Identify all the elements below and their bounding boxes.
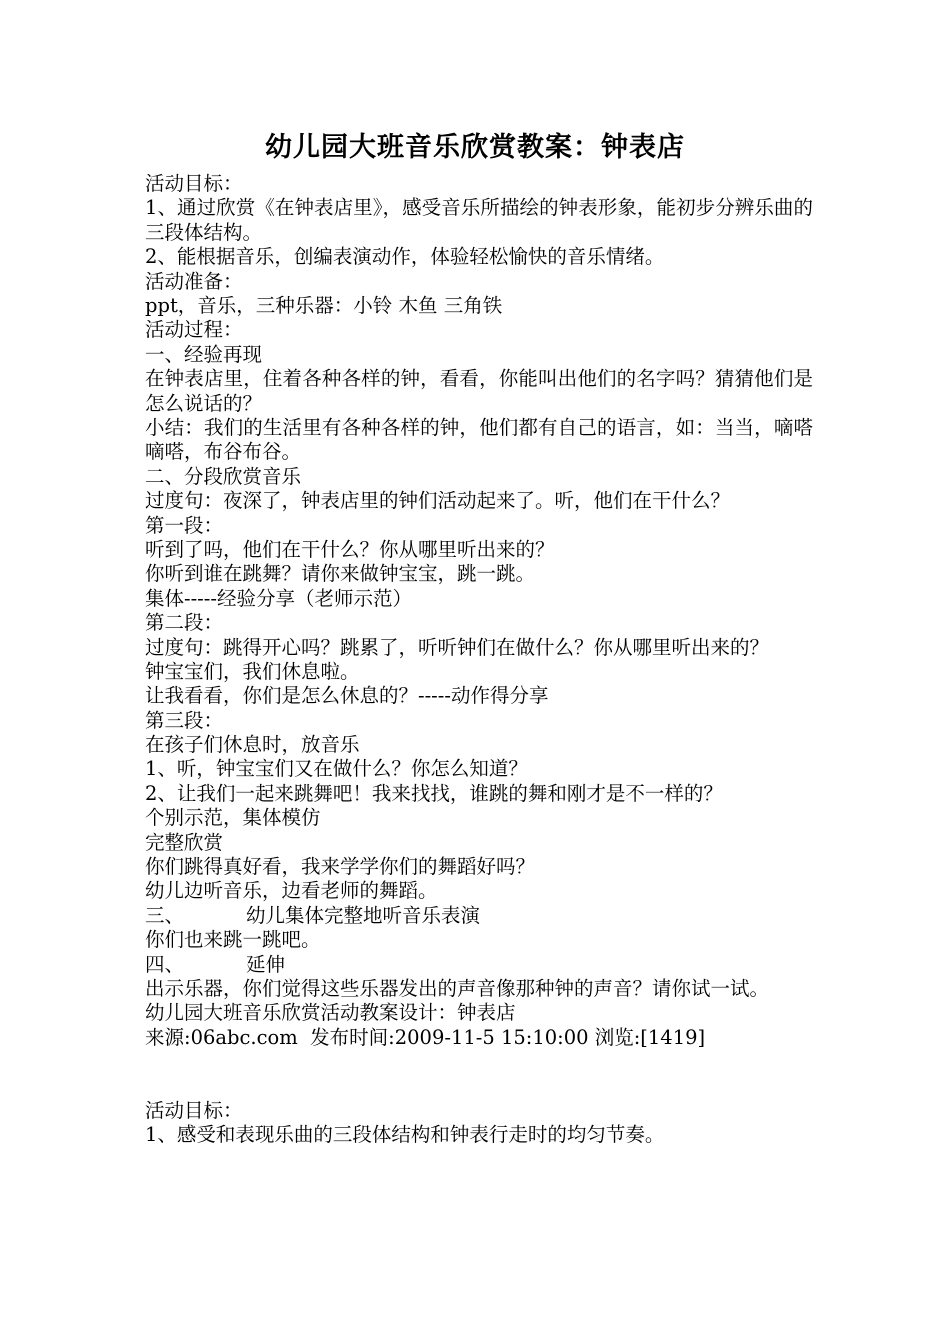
paragraph: 你们也来跳一跳吧。 <box>145 928 321 952</box>
section-heading-goals: 活动目标： <box>145 172 243 195</box>
paragraph: 过度句：夜深了，钟表店里的钟们活动起来了。听，他们在干什么？ <box>145 489 731 513</box>
document-title: 幼儿园大班音乐欣赏教案：钟表店 <box>265 132 685 163</box>
paragraph: 出示乐器，你们觉得这些乐器发出的声音像那种钟的声音？请你试一试。 <box>145 977 770 1000</box>
section-heading-preparation: 活动准备： <box>145 269 243 293</box>
paragraph: 让我看看，你们是怎么休息的？-----动作得分享 <box>145 684 549 708</box>
subheading: 三、 幼儿集体完整地听音乐表演 <box>145 903 480 927</box>
subheading: 四、 延伸 <box>145 952 285 976</box>
paragraph: 完整欣赏 <box>145 830 224 854</box>
paragraph: 1、感受和表现乐曲的三段体结构和钟表行走时的均匀节奏。 <box>145 1123 665 1147</box>
paragraph: 听到了吗，他们在干什么？你从哪里听出来的？ <box>145 537 555 561</box>
paragraph: 你听到谁在跳舞？请你来做钟宝宝，跳一跳。 <box>145 562 536 586</box>
subheading: 一、经验再现 <box>145 342 263 366</box>
paragraph: 钟宝宝们，我们休息啦。 <box>145 659 360 683</box>
paragraph: 你们跳得真好看，我来学学你们的舞蹈好吗？ <box>145 855 536 879</box>
paragraph: 2、能根据音乐，创编表演动作，体验轻松愉快的音乐情绪。 <box>145 245 665 269</box>
paragraph: 1、听，钟宝宝们又在做什么？你怎么知道？ <box>145 757 528 781</box>
paragraph: 在钟表店里，住着各种各样的钟，看看，你能叫出他们的名字吗？猜猜他们是怎么说话的？ <box>145 367 813 415</box>
paragraph: 在孩子们休息时，放音乐 <box>145 733 360 757</box>
paragraph: 个别示范，集体模仿 <box>145 806 321 830</box>
paragraph: 集体-----经验分享（老师示范） <box>145 586 412 610</box>
section-heading-process: 活动过程： <box>145 318 243 342</box>
paragraph: 1、通过欣赏《在钟表店里》，感受音乐所描绘的钟表形象，能初步分辨乐曲的三段体结构。 <box>145 196 813 244</box>
document-body <box>145 172 813 1148</box>
subheading: 第三段： <box>145 708 224 732</box>
source-info: 来源:06abc.com 发布时间:2009-11-5 15:10:00 浏览:[1419] <box>145 1025 706 1049</box>
paragraph: 小结：我们的生活里有各种各样的钟，他们都有自己的语言，如：当当，嘀嗒嘀嗒，布谷布谷。 <box>145 415 813 464</box>
paragraph: 2、让我们一起来跳舞吧！我来找找，谁跳的舞和刚才是不一样的？ <box>145 781 723 805</box>
article-title: 幼儿园大班音乐欣赏活动教案设计：钟表店 <box>145 1001 516 1025</box>
blank-space <box>145 1050 813 1099</box>
paragraph: ppt，音乐，三种乐器：小铃 木鱼 三角铁 <box>145 293 503 317</box>
subheading: 第二段： <box>145 611 224 635</box>
subheading: 第一段： <box>145 513 224 537</box>
section-heading-goals: 活动目标： <box>145 1098 243 1122</box>
paragraph: 过度句：跳得开心吗？跳累了，听听钟们在做什么？你从哪里听出来的？ <box>145 635 770 659</box>
subheading: 二、分段欣赏音乐 <box>145 464 302 488</box>
paragraph: 幼儿边听音乐，边看老师的舞蹈。 <box>145 879 438 903</box>
